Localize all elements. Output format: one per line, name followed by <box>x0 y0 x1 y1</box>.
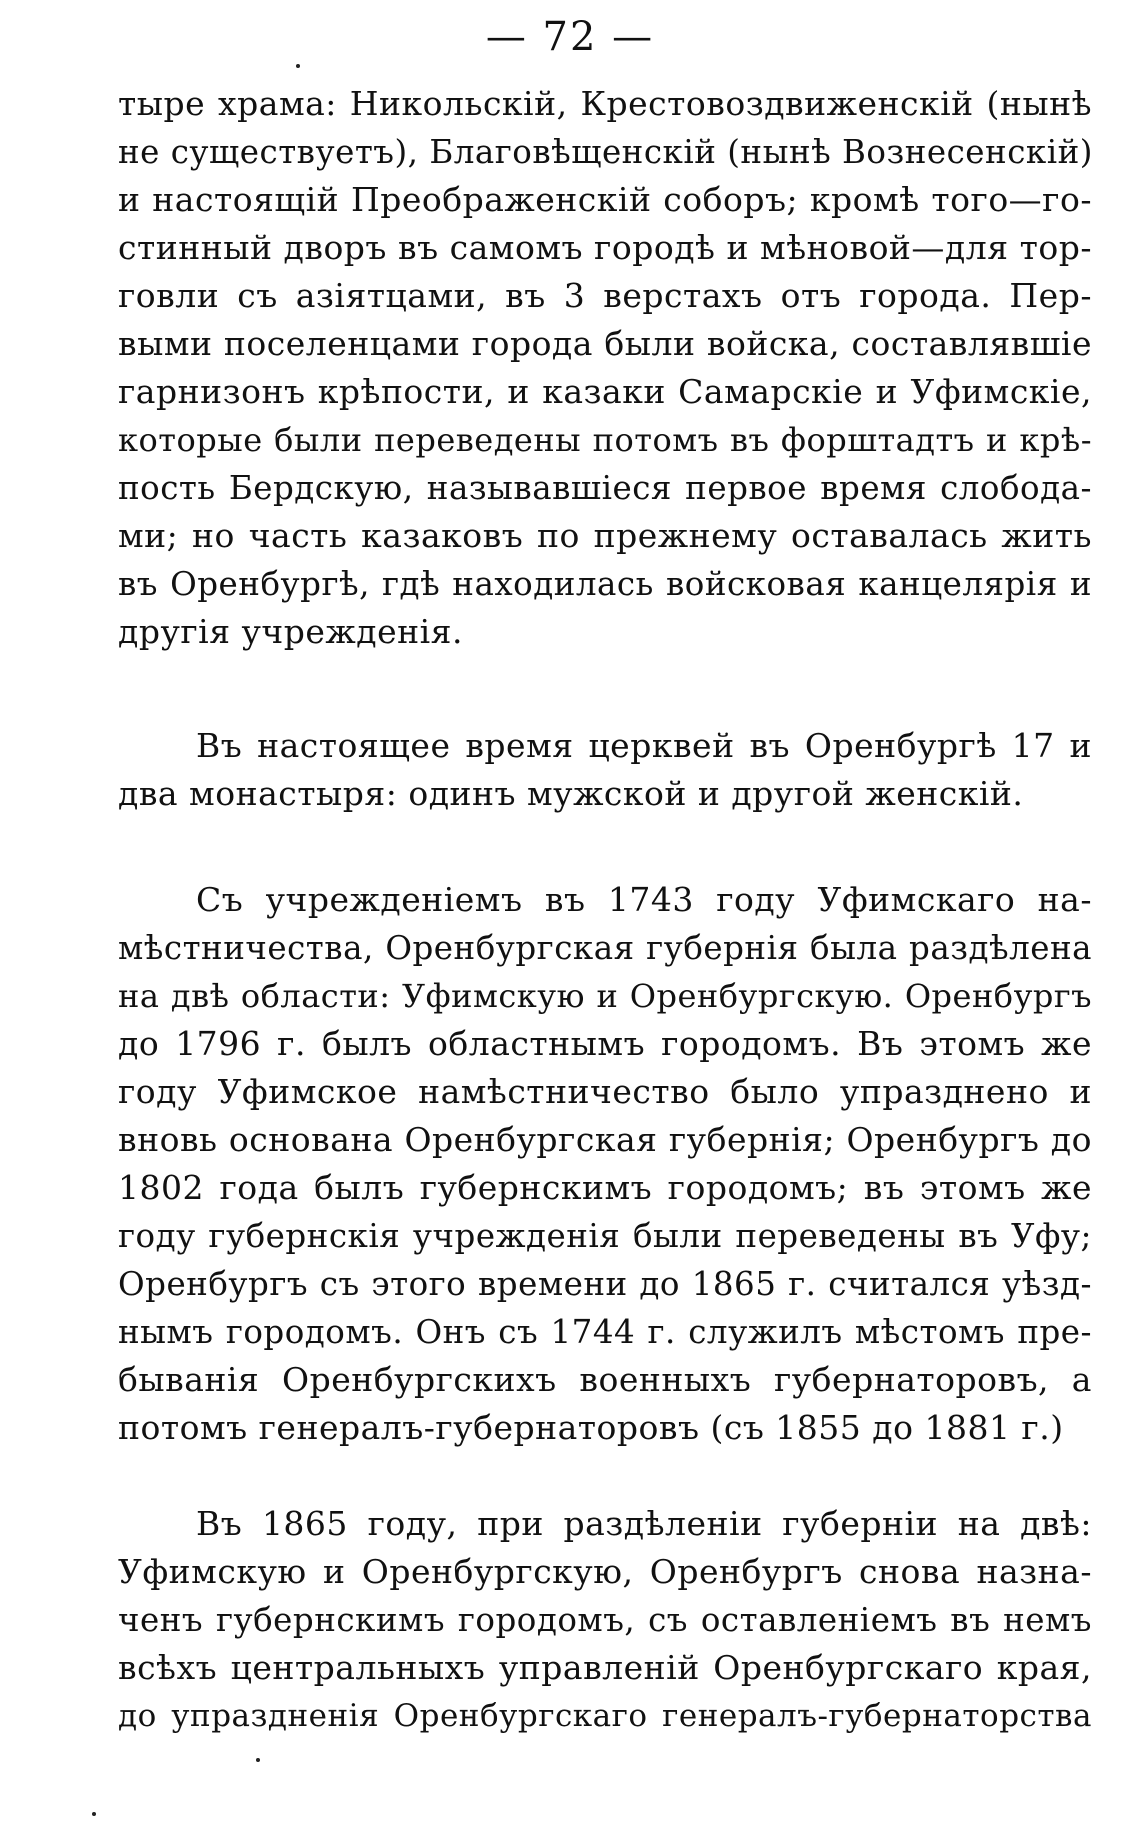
text-line: ченъ губернскимъ городомъ, съ оставленіемъ въ немъ <box>118 1601 1092 1639</box>
page-number: — 72 — <box>485 14 655 60</box>
text-line: всѣхъ центральныхъ управленій Оренбургскаго края, <box>118 1648 1092 1687</box>
text-line: Оренбургъ съ этого времени до 1865 г. считался уѣзд- <box>118 1265 1092 1303</box>
text-line: до упраздненія Оренбургскаго генералъ-губернаторства <box>118 1698 1092 1734</box>
text-line: другія учрежденія. <box>118 612 463 651</box>
text-line: выми поселенцами города были войска, составлявшіе <box>118 324 1092 363</box>
text-line: вновь основана Оренбургская губернія; Оренбургъ до <box>118 1120 1092 1159</box>
text-line: Въ 1865 году, при раздѣленіи губерніи на двѣ: <box>196 1504 1092 1543</box>
scan-speck <box>92 1812 96 1816</box>
text-line: году губернскія учрежденія были переведены въ Уфу; <box>118 1217 1092 1255</box>
text-line: потомъ генералъ-губернаторовъ (съ 1855 до 1881 г.) <box>118 1408 1064 1447</box>
text-line: и настоящій Преображенскій соборъ; кромѣ того—го- <box>118 180 1092 219</box>
text-line: нымъ городомъ. Онъ съ 1744 г. служилъ мѣстомъ пре- <box>118 1313 1092 1351</box>
text-line: которые были переведены потомъ въ форштадтъ и крѣ- <box>118 421 1092 459</box>
text-line: на двѣ области: Уфимскую и Оренбургскую. Оренбургъ <box>118 977 1092 1015</box>
text-line: до 1796 г. былъ областнымъ городомъ. Въ этомъ же <box>118 1024 1092 1063</box>
text-line: ми; но часть казаковъ по прежнему оставалась жить <box>118 516 1092 555</box>
text-line: стинный дворъ въ самомъ городѣ и мѣновой—для тор- <box>118 228 1092 267</box>
text-line: гарнизонъ крѣпости, и казаки Самарскіе и Уфимскіе, <box>118 372 1092 411</box>
text-line: въ Оренбургѣ, гдѣ находилась войсковая канцелярія и <box>118 565 1092 603</box>
text-line: мѣстничества, Оренбургская губернія была раздѣлена <box>118 929 1092 967</box>
text-line: тыре храма: Никольскій, Крестовоздвиженскій (нынѣ <box>118 84 1092 123</box>
text-line: Съ учрежденіемъ въ 1743 году Уфимскаго на- <box>196 880 1092 919</box>
text-line: Уфимскую и Оренбургскую, Оренбургъ снова назна- <box>118 1552 1092 1591</box>
text-line: говли съ азіятцами, въ 3 верстахъ отъ города. Пер- <box>118 276 1092 315</box>
text-line: два монастыря: одинъ мужской и другой женскій. <box>118 774 1024 813</box>
text-line: быванія Оренбургскихъ военныхъ губернаторовъ, а <box>118 1360 1092 1399</box>
text-line: году Уфимское намѣстничество было упразднено и <box>118 1072 1092 1111</box>
scan-speck <box>256 1758 260 1762</box>
text-line: 1802 года былъ губернскимъ городомъ; въ этомъ же <box>118 1168 1092 1207</box>
text-line: Въ настоящее время церквей въ Оренбургѣ 17 и <box>196 726 1092 765</box>
text-line: не существуетъ), Благовѣщенскій (нынѣ Вознесенскій) <box>118 133 1093 171</box>
text-line: пость Бердскую, называвшіеся первое время слобода- <box>118 469 1092 507</box>
scan-speck <box>296 64 300 68</box>
